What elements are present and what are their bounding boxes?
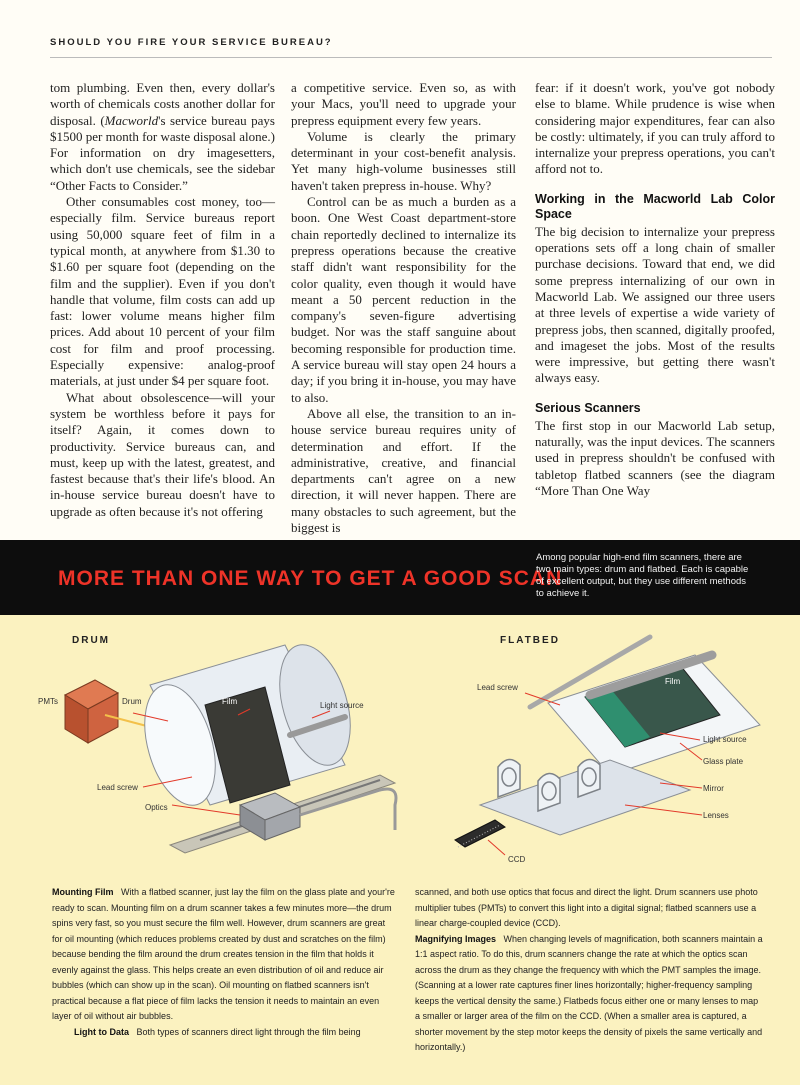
header-rule: [50, 57, 772, 58]
callout-ccd: CCD: [508, 855, 526, 864]
sidebar-banner: [0, 540, 800, 615]
callout-mirror: Mirror: [703, 784, 724, 793]
article-column-1: [50, 80, 275, 520]
caption-column-2: [415, 885, 765, 1056]
paragraph: fear: if it doesn't work, you've got nobody else to blame. While prudence is wise when considering major expenditures, fear can also be costly: ultimately, if you can truly afford to internalize your prepress operations, you can't afford not to.: [535, 80, 775, 177]
callout-drum-light-source: Light source: [320, 701, 364, 710]
section-heading: Serious Scanners: [535, 400, 641, 415]
caption-column-1: [52, 885, 397, 1040]
paragraph: a competitive service. Even so, as with your Macs, you'll need to upgrade your prepress equipment every few years.: [291, 80, 516, 128]
paragraph: tom plumbing. Even then, every dollar's worth of chemicals costs another dollar for disposal. (Macworld's service bureau pays $1500 per month for waste disposal alone.) For information on dry imagesetters, which don't use chemicals, see the sidebar “Other Facts to Consider.”: [50, 80, 275, 193]
paragraph: Control can be as much a burden as a boon. One West Coast department-store chain reportedly declined to internalize its prepress operations because the creative staff didn't want responsibility for the color quality, even though it would have meant a 50 percent reduction in the company's seven-figure advertising budget. Nor was the staff sanguine about becoming responsible for production time. A service bureau will stay open 24 hours a day; if you bring it in-house, you may have to also.: [291, 194, 516, 405]
callout-optics: Optics: [145, 803, 168, 812]
caption-light-to-data: Light to Data Both types of scanners direct light through the film being: [74, 1026, 361, 1037]
callout-flatbed-film: Film: [665, 677, 681, 686]
article-column-3: [535, 80, 775, 499]
banner-caption: Among popular high-end film scanners, there are two main types: drum and flatbed. Each is capable of excellent output, but they use different methods to achieve it.: [536, 552, 749, 599]
drum-label: DRUM: [72, 635, 110, 646]
flatbed-label: FLATBED: [500, 635, 560, 646]
callout-flatbed-lead-screw: Lead screw: [477, 683, 518, 692]
running-head: SHOULD YOU FIRE YOUR SERVICE BUREAU?: [50, 37, 333, 48]
callout-drum-film: Film: [222, 697, 238, 706]
scanner-illustration: [0, 615, 800, 875]
callout-glass-plate: Glass plate: [703, 757, 744, 766]
paragraph: The big decision to internalize your prepress operations sets off a long chain of smaller purchase decisions. Toward that end, we did some prepress internalizing of our own in Macworld Lab. We assigned our three users at three levels of expertise a wide variety of prepress jobs, then scanned, digitally proofed, and imageset the jobs. Most of the results were impressive, but getting there wasn't always easy.: [535, 223, 775, 386]
banner-title: MORE THAN ONE WAY TO GET A GOOD SCAN: [58, 567, 563, 590]
paragraph: The first stop in our Macworld Lab setup, naturally, was the input devices. The scanners used in prepress shouldn't be confused with tabletop flatbed scanners (see the diagram “More Than One Way: [535, 417, 775, 498]
paragraph: Volume is clearly the primary determinant in your cost-benefit analysis. Yet many high-volume businesses still haven't taken prepress in-house. Why?: [291, 128, 516, 193]
caption-magnifying-images: Magnifying Images When changing levels of magnification, both scanners maintain a 1:1 aspect ratio. To do this, drum scanners change the rate at which the optics scan across the drum as they change the frequency with which the PMT samples the image. (Scanning at a lower rate captures finer lines horizontally; higher-frequency sampling keeps the vertical density the same.) Flatbeds focus either one or many lenses to map a smaller or larger area of the film on the CCD. (When a smaller area is captured, a shorter movement by the step motor keeps the density of pixels the same vertically and horizontally.): [415, 933, 763, 1052]
callout-drum-lead-screw: Lead screw: [97, 783, 138, 792]
section-heading: Working in the Macworld Lab Color Space: [535, 191, 775, 221]
callout-lenses: Lenses: [703, 811, 729, 820]
article-column-2: [291, 80, 516, 536]
scanner-diagram: [0, 615, 800, 875]
caption-light-to-data-cont: scanned, and both use optics that focus and direct the light. Drum scanners use photo multiplier tubes (PMTs) to convert this light into a digital signal; flatbed scanners use a linear charge-coupled device (CCD).: [415, 887, 758, 928]
paragraph: Above all else, the transition to an in-house service bureau requires unity of determination and effort. If the administrative, creative, and financial departments can't agree on a new direction, it will never happen. There are many obstacles to such agreement, but the biggest is: [291, 405, 516, 536]
caption-mounting-film: Mounting Film With a flatbed scanner, just lay the film on the glass plate and your're ready to scan. Mounting film on a drum scanner takes a few minutes more—the drum spins very fast, so you must secure the film well. However, drum scanners are great for oil mounting (which reduces problems created by dust and scratches on the film) because bending the film around the drum creates tension in the film that holds it evenly against the glass. This helps create an even distribution of oil and reduce air bubbles (which can show up in the scan). Oil mounting on flatbed scanners isn't practical because a flat piece of film lacks the tension it needs to maintain an even layer of oil without air bubbles.: [52, 887, 395, 1021]
callout-drum: Drum: [122, 697, 142, 706]
drum-scanner-illustration: [65, 637, 396, 853]
flatbed-scanner-illustration: [455, 637, 760, 855]
paragraph: What about obsolescence—will your system be worthless before it pays for itself? Again, it comes down to productivity. Service bureaus can, and must, keep up with the latest, greatest, and fastest because that's their life's blood. An in-house service bureau doesn't have to upgrade as often because it's not offering: [50, 389, 275, 519]
callout-flatbed-light-source: Light source: [703, 735, 747, 744]
paragraph: Other consumables cost money, too—especially film. Service bureaus report using 50,000 square feet of film in a typical month, at anywhere from $1.30 to $1.60 per square foot (depending on the film and the supplier). Even if you don't handle that volume, film costs can add up fast: lower volume means higher film prices. Add about 10 percent of your film cost for film and proof processing. Especially expensive: analog-proof materials, at just under $4 per square foot.: [50, 194, 275, 389]
diagram-captions: [0, 875, 800, 1085]
callout-pmts: PMTs: [38, 697, 58, 706]
